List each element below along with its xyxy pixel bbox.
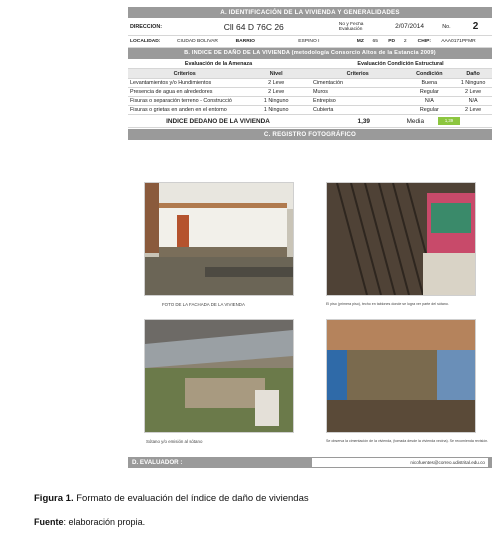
nivel-cell: 2 Leve [268,89,285,95]
figure-label: Figura 1. [34,493,74,504]
facade-caption: FOTO DE LA FACHADA DE LA VIVIENDA [162,302,245,307]
estructural-header: Evaluación Condición Estructural [357,60,444,67]
evaluation-form [128,7,492,469]
chip-label: CHIP: [417,39,431,44]
basement-caption: Sótano y/o emisión al sótano [146,439,203,444]
mz-label: MZ [356,39,364,44]
floor-photo [326,182,476,296]
criterio-cell: Levantamientos y/o Hundimientos [130,80,212,86]
dano-cell: N/A [468,98,478,104]
localidad-value: CIUDAD BOLIVAR [176,39,218,44]
basement-photo [144,319,294,433]
condicion-cell: Regular [419,89,439,95]
col-criterios: Criterios [173,70,196,77]
col-condicion: Condición [416,70,443,77]
mz-value: 65 [372,39,378,44]
amenaza-header: Evaluación de la Amenaza [184,60,253,67]
indice-level: Media [406,117,424,125]
location-row [128,36,492,48]
criterio2-cell: Muros [312,89,328,95]
evaluator-bar [128,457,492,468]
section-b-title: B. INDICE DE DAÑO DE LA VIVIENDA (metodología Consorcio Altos de la Estancia 2009) [128,48,492,59]
evaluator-email: nicofuentes@correo.udistrital.edu.co [312,458,488,467]
criterio2-cell: Entrepiso [312,98,336,104]
criterio-cell: Fisuras o separación terreno - Construcció [130,98,232,104]
nivel-cell: 1 Ninguno [263,98,289,104]
figure-source [34,517,145,527]
localidad-label: LOCALIDAD: [130,39,161,44]
section-a-title: A. IDENTIFICACIÓN DE LA VIVIENDA Y GENERALIDADES [128,7,492,18]
condicion-cell: Buena [421,80,438,86]
col-dano: Daño [466,70,480,77]
table-row [128,79,492,88]
table-row [128,106,492,115]
evaluator-label: D. EVALUADOR : [132,459,183,466]
condicion-cell: N/A [424,98,434,104]
table-row [128,88,492,97]
barrio-label: BARRIO [235,39,255,44]
foundation-caption: Se observa la cimentación de la vivienda, (tomada desde la vivienda vecina). Se recomienda revisión. [326,439,489,443]
pd-label: PD [388,39,395,44]
nivel-cell: 1 Ninguno [263,107,289,113]
direccion-label: DIRECCIÓN: [130,23,163,30]
floor-caption: El piso (primera piso), techo en tablones donde se logra ver parte del sótano. [326,302,449,306]
col-criterios-2: Criterios [346,70,369,77]
fecha-label: No y Fecha Evaluación [338,21,364,32]
pd-value: 2 [403,39,407,44]
foundation-image [327,320,475,432]
indice-label: INDICE DEDAÑO DE LA VIVIENDA [166,117,270,125]
criterio-cell: Fisuras o grietas en anden en el entorno [130,107,227,113]
evaluation-headers [128,59,492,69]
criterio2-cell: Cimentación [312,80,343,86]
basement-image [145,320,293,432]
dano-cell: 2 Leve [465,89,482,95]
figure-text: Formato de evaluación del índice de daño de viviendas [73,493,309,504]
source-label: Fuente [34,517,64,527]
table-header [128,69,492,79]
section-c-title: C. REGISTRO FOTOGRÁFICO [128,129,492,140]
no-label: No. [442,23,451,30]
source-text: : elaboración propia. [63,517,146,527]
indice-row [128,115,492,128]
fecha-value: 2/07/2014 [395,23,425,30]
barrio-value: ESPINO I [298,39,320,44]
nivel-cell: 2 Leve [268,80,285,86]
direccion-value: Cll 64 D 76C 26 [223,21,284,32]
indice-value: 1,39 [357,117,370,125]
facade-photo [144,182,294,296]
figure-caption [34,493,309,504]
criterio-cell: Presencia de agua en alrededores [130,89,213,95]
dano-cell: 1 Ninguno [460,80,486,86]
table-row [128,97,492,106]
dano-cell: 2 Leve [465,107,482,113]
indice-badge: 1,39 [438,117,460,125]
criterio2-cell: Cubierta [312,107,334,113]
facade-image [145,183,293,295]
no-value: 2 [472,21,479,32]
address-row [128,18,492,36]
condicion-cell: Regular [419,107,439,113]
floor-image [327,183,475,295]
col-nivel: Nivel [269,70,283,77]
foundation-photo [326,319,476,433]
chip-value: AAA0171PFMR [441,39,476,44]
